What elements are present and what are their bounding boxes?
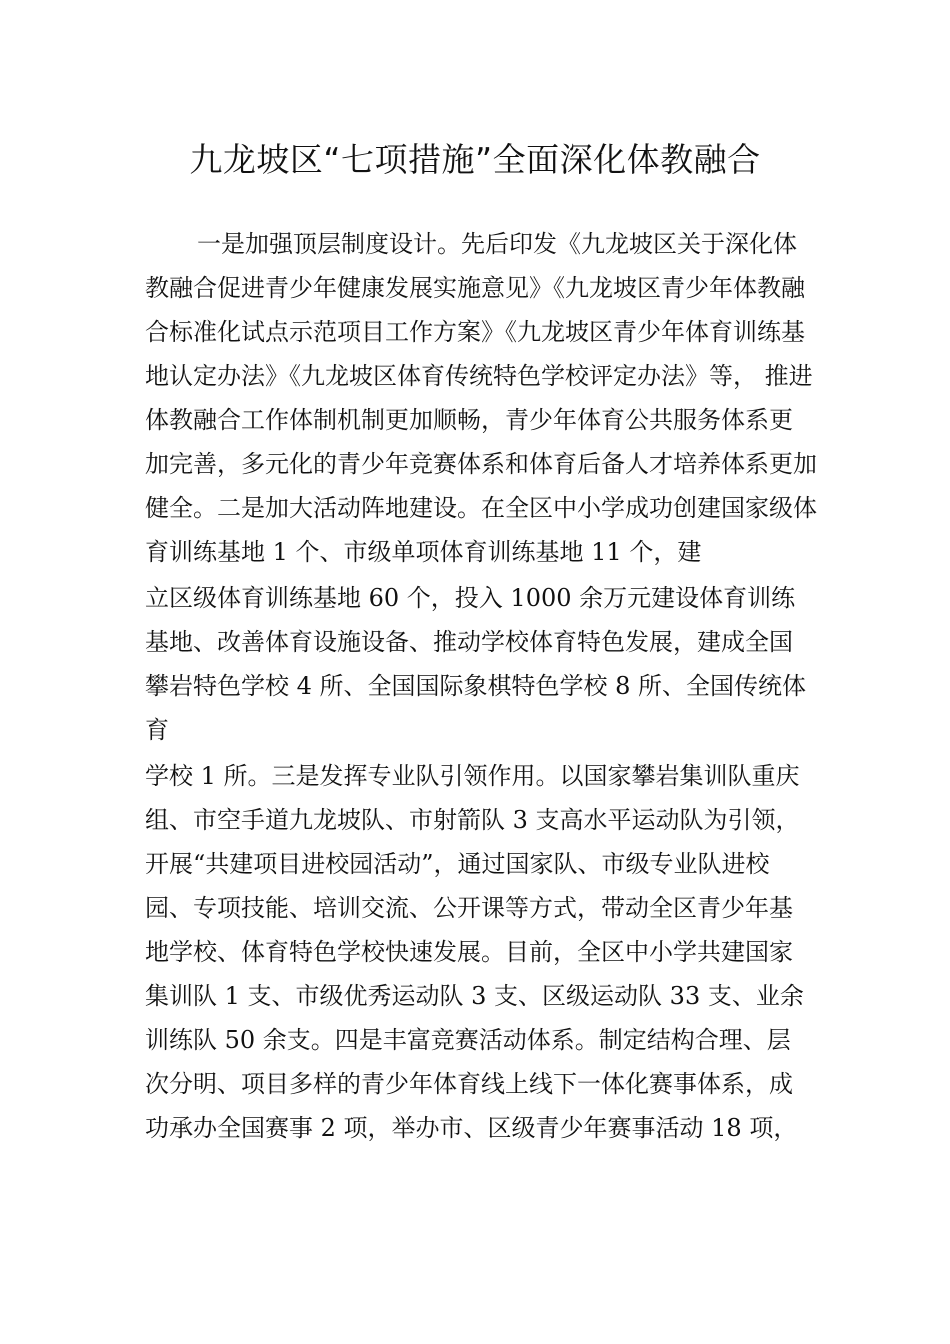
- paragraph-line: 立区级体育训练基地 60 个，投入 1000 余万元建设体育训练: [145, 584, 796, 612]
- paragraph-line: 训练队 50 余支。四是丰富竞赛活动体系。制定结构合理、层: [145, 1026, 791, 1054]
- paragraph-line: 集训队 1 支、市级优秀运动队 3 支、区级运动队 33 支、业余: [145, 982, 804, 1010]
- paragraph-line: 育训练基地 1 个、市级单项体育训练基地 11 个，建: [145, 538, 702, 566]
- paragraph-line: 一是加强顶层制度设计。先后印发《九龙坡区关于深化体: [197, 230, 797, 258]
- paragraph-line: 体教融合工作体制机制更加顺畅，青少年体育公共服务体系更: [145, 406, 793, 434]
- paragraph-line: 地学校、体育特色学校快速发展。目前，全区中小学共建国家: [145, 938, 793, 966]
- paragraph-line: 组、市空手道九龙坡队、市射箭队 3 支高水平运动队为引领，: [145, 806, 800, 834]
- paragraph-line: 功承办全国赛事 2 项，举办市、区级青少年赛事活动 18 项，: [145, 1114, 798, 1142]
- document-body: [145, 222, 825, 1150]
- paragraph-line: 育: [145, 716, 169, 744]
- paragraph-line: 开展“共建项目进校园活动”，通过国家队、市级专业队进校: [145, 850, 770, 878]
- paragraph-line: 次分明、项目多样的青少年体育线上线下一体化赛事体系，成: [145, 1070, 793, 1098]
- paragraph-line: 地认定办法》《九龙坡区体育传统特色学校评定办法》等， 推进: [145, 362, 813, 390]
- paragraph-line: 基地、改善体育设施设备、推动学校体育特色发展，建成全国: [145, 628, 793, 656]
- paragraph-line: 健全。二是加大活动阵地建设。在全区中小学成功创建国家级体: [145, 494, 817, 522]
- paragraph-line: 园、专项技能、培训交流、公开课等方式，带动全区青少年基: [145, 894, 793, 922]
- paragraph-line: 合标准化试点示范项目工作方案》《九龙坡区青少年体育训练基: [145, 318, 805, 346]
- paragraph-line: 攀岩特色学校 4 所、全国国际象棋特色学校 8 所、全国传统体: [145, 672, 807, 700]
- paragraph-line: 学校 1 所。三是发挥专业队引领作用。以国家攀岩集训队重庆: [145, 762, 800, 790]
- paragraph-line: 教融合促进青少年健康发展实施意见》《九龙坡区青少年体教融: [145, 274, 805, 302]
- paragraph-line: 加完善，多元化的青少年竞赛体系和体育后备人才培养体系更加: [145, 450, 817, 478]
- document-title: 九龙坡区“七项措施”全面深化体教融合: [189, 140, 761, 179]
